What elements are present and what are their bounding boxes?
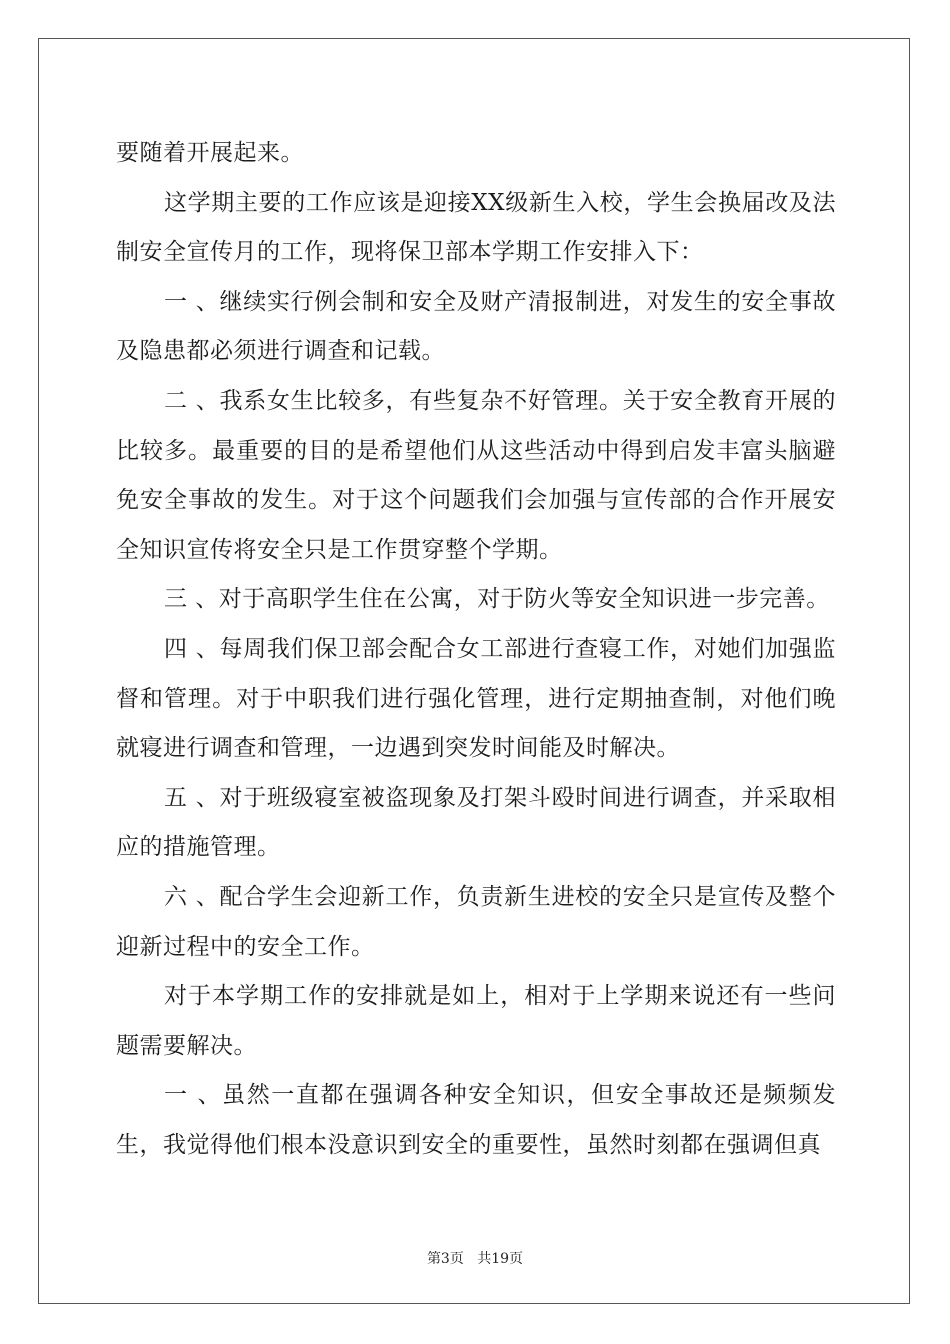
paragraph-item-4: 四 、每周我们保卫部会配合女工部进行查寝工作，对她们加强监督和管理。对于中职我们进行强化管理，进行定期抽查制，对他们晚就寝进行调查和管理，一边遇到突发时间能及时解决。 [116,635,836,762]
page-number: 第3页 [426,1251,464,1267]
paragraph-item-2: 二 、我系女生比较多，有些复杂不好管理。关于安全教育开展的比较多。最重要的目的是希望他们从这些活动中得到启发丰富头脑避免安全事故的发生。对于这个问题我们会加强与宣传部的合作开展安全知识宣传将安全只是工作贯穿整个学期。 [116,387,836,563]
paragraph-intro: 这学期主要的工作应该是迎接XX级新生入校，学生会换届改及法制安全宣传月的工作，现将保卫部本学期工作安排入下： [116,189,836,266]
paragraph-continuation: 要随着开展起来。 [116,140,304,166]
paragraph-item-1: 一 、继续实行例会制和安全及财产清报制进，对发生的安全事故及隐患都必须进行调查和记载。 [116,288,836,365]
page-footer [0,1248,950,1268]
paragraph-item-3: 三 、对于高职学生住在公寓，对于防火等安全知识进一步完善。 [164,586,830,613]
paragraph-item-5: 五 、对于班级寝室被盗现象及打架斗殴时间进行调查，并采取相应的措施管理。 [116,784,836,861]
page-total: 共19页 [477,1251,524,1267]
paragraph-summary: 对于本学期工作的安排就是如上，相对于上学期来说还有一些问题需要解决。 [116,983,836,1059]
document-body [116,129,836,1170]
paragraph-item-6: 六 、配合学生会迎新工作，负责新生进校的安全只是宣传及整个迎新过程中的安全工作。 [116,883,836,960]
paragraph-problem-1: 一 、虽然一直都在强调各种安全知识，但安全事故还是频频发生，我觉得他们根本没意识到安全的重要性，虽然时刻都在强调但真 [116,1082,836,1158]
